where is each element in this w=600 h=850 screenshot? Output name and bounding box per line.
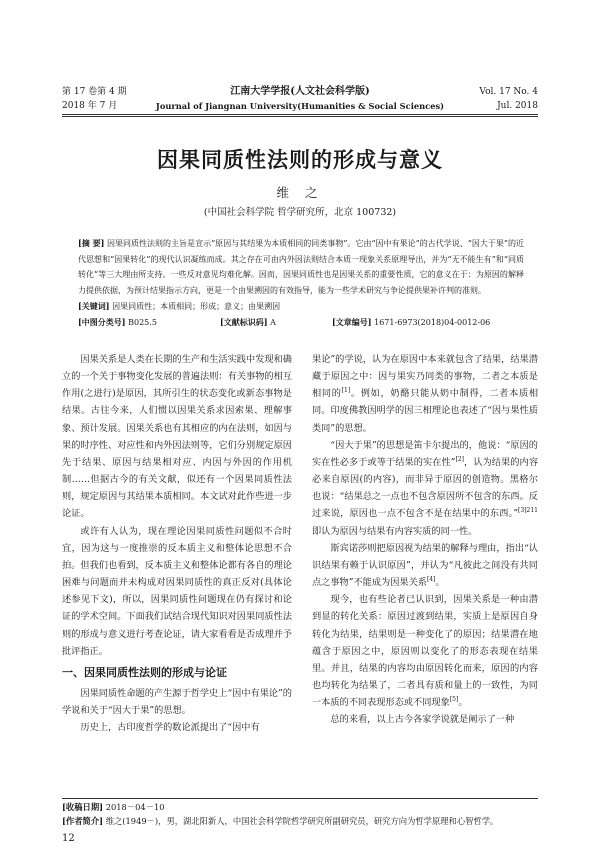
citation: [2]: [455, 455, 464, 463]
doc-code: A: [270, 317, 276, 327]
footnote-rule: [62, 798, 538, 799]
citation: [1]: [341, 387, 351, 395]
article-number-label: [文章编号]: [332, 316, 372, 327]
article-number: 1671-6973(2018)04-0012-06: [374, 317, 491, 327]
classification-row: [78, 315, 524, 331]
text-run: 现今，也有些论者已认识到，因果关系是一种由潜到显的转化关系：原因过渡到结果，实质上是原因自身转化为结果，结果则是一种变化了的原因；结果潜在地蕴含于原因之中，原因则以变化了的形态表现在结果里。并且，结果的内容均由原因转化而来，原因的内容也均转化为结果了，二者具有质和量上的一致性，为同一本质的不同表现形态或不同现象: [312, 594, 538, 709]
received-label: [收稿日期]: [62, 802, 104, 812]
text-run: 斯宾诺莎则把原因视为结果的解释与理由，指出“认识结果有赖于认识原因”，并认为“凡彼此之间没有共同点之事物”不能成为因果关系: [312, 542, 538, 589]
article-author: 维 之: [276, 185, 324, 200]
volume-issue-cn: 第 17 卷第 4 期: [62, 87, 127, 97]
paragraph: [312, 437, 538, 540]
journal-name-cn: 江南大学学报(人文社会科学版): [230, 86, 370, 97]
paragraph: 因果关系是人类在长期的生产和生活实践中发现和确立的一个关于事物变化发展的普遍法则：有关事物的相互作用(之进行)是原因，其所引生的状态变化或新态事物是结果。古往今来，人们惯以因果关系求因索果、理解事象、预计发展。因果关系也有其相应的内在法则，如因与果的时序性、对应性和内外因法则等，它们分别规定原因先于结果、原因与结果相对应、内因与外因的作用机制……但据古今的有关文献，似还有一个因果同质性法则，规定原因与其结果本质相同。本文试对此作些进一步论证。: [62, 354, 292, 520]
text-run: 。例如，奶酪只能从奶中制得，二者本质相同。印度佛教因明学的因三相理论也表述了“因与果性质类同”的思想。: [312, 388, 539, 434]
header-rule: [62, 114, 538, 115]
paragraph: 因果同质性命题的产生源于哲学史上“因中有果论”的学说和关于“因大于果”的思想。: [62, 687, 292, 717]
page-number: 12: [62, 833, 75, 844]
clc-label: [中图分类号]: [78, 316, 126, 327]
bio-label: [作者简介]: [62, 816, 104, 826]
date-en: Jul. 2018: [497, 101, 538, 111]
paragraph: [312, 591, 538, 711]
text-run: 果论”的学说，认为在原因中本来就包含了结果，结果潜藏于原因之中：因与果实乃同类的事物，二者之本质是相同的: [312, 354, 538, 400]
text-run: “因大于果”的思想是笛卡尔提出的，他说：“原因的实在性必多于或等于结果的实在性”: [312, 439, 538, 468]
body-left-column: [62, 351, 292, 736]
keywords-text: 因果同质性；本质相同；形成；意义；由果溯因: [112, 301, 281, 311]
text-run: 。: [458, 697, 468, 709]
text-run: ，认为结果的内容必来自原因(的内容)，而非异于原因的创造物。黑格尔也说：“结果总之一点也不包含原因所不包含的东西。反过来说，原因也一点不包含不是在结果中的东西。”: [312, 456, 539, 520]
keywords-label: [关键词]: [78, 300, 110, 311]
citation: [5]: [449, 696, 459, 704]
doc-code-label: [文献标识码]: [220, 316, 268, 327]
abstract-block: [78, 236, 524, 331]
abstract: [78, 236, 524, 299]
header-rule-2: [62, 116, 538, 117]
author-affiliation: (中国社会科学院 哲学研究所，北京 100732): [203, 207, 397, 218]
date-cn: 2018 年 7 月: [62, 101, 118, 111]
abstract-label: [摘 要]: [78, 238, 105, 248]
body-right-column: [312, 351, 538, 728]
text-run: 。: [435, 577, 445, 589]
article-title: 因果同质性法则的形成与意义: [157, 147, 443, 172]
received-value: 2018－04－10: [105, 802, 165, 812]
text-run: 即认为原因与结果有内容实质的同一性。: [312, 525, 478, 537]
paragraph: [312, 351, 538, 437]
author-bio: [62, 815, 538, 827]
paragraph: 总的来看，以上古今各家学说就是阐示了一种: [330, 714, 515, 726]
paragraph: [312, 540, 538, 591]
volume-issue-en: Vol. 17 No. 4: [479, 87, 538, 97]
bio-text: 维之(1949－)，男，湖北阳新人，中国社会科学院哲学研究所副研究员，研究方向为哲学原理和心智哲学。: [105, 816, 499, 826]
abstract-text: 因果同质性法则的主旨是宣示“原因与其结果为本质相同的同类事物”。它由“因中有果论”的古代学说、“因大于果”的近代思想和“因果转化”的现代认识凝练而成。其之存在可由内外因法则结合本质一现象关系原理导出，并为“无不能生有”和“同质转化”等三大理由所支持。一些反对意见均难化解。因而，因果同质性也是因果关系的重要性质，它的意义在于：为原因的解释力提供依据，为预计结果指示方向，更是一个由果溯因的有效指导，能为一些学术研究与争论提供果补许判的准则。: [78, 239, 525, 296]
citation: [3]211: [518, 507, 538, 515]
journal-name-en: Journal of Jiangnan University(Humanities & Social Sciences): [155, 101, 445, 111]
citation: [4]: [426, 576, 436, 584]
paragraph: 历史上，古印度哲学的数论派提出了“因中有: [80, 722, 260, 734]
clc-code: B025.5: [128, 317, 157, 327]
section-heading: 一、因果同质性法则的形成与论证: [62, 665, 227, 679]
paragraph: 或许有人认为，现在理论因果同质性问题似不合时宜，因为这与一度推崇的反本质主义和整体论思想不合拍。但我们也看到，反本质主义和整体论都有各自的理论困难与问题而并未构成对因果同质性的真正反对(具体论述参见下文)，所以，因果同质性问题现在仍有探讨和论证的学术空间。下面我们试结合现代知识对因果同质性法则的形成与意义进行考查论证，请大家看看是否成理并予批评指正。: [62, 525, 292, 657]
received-date: [62, 801, 538, 813]
keywords: [78, 299, 524, 315]
